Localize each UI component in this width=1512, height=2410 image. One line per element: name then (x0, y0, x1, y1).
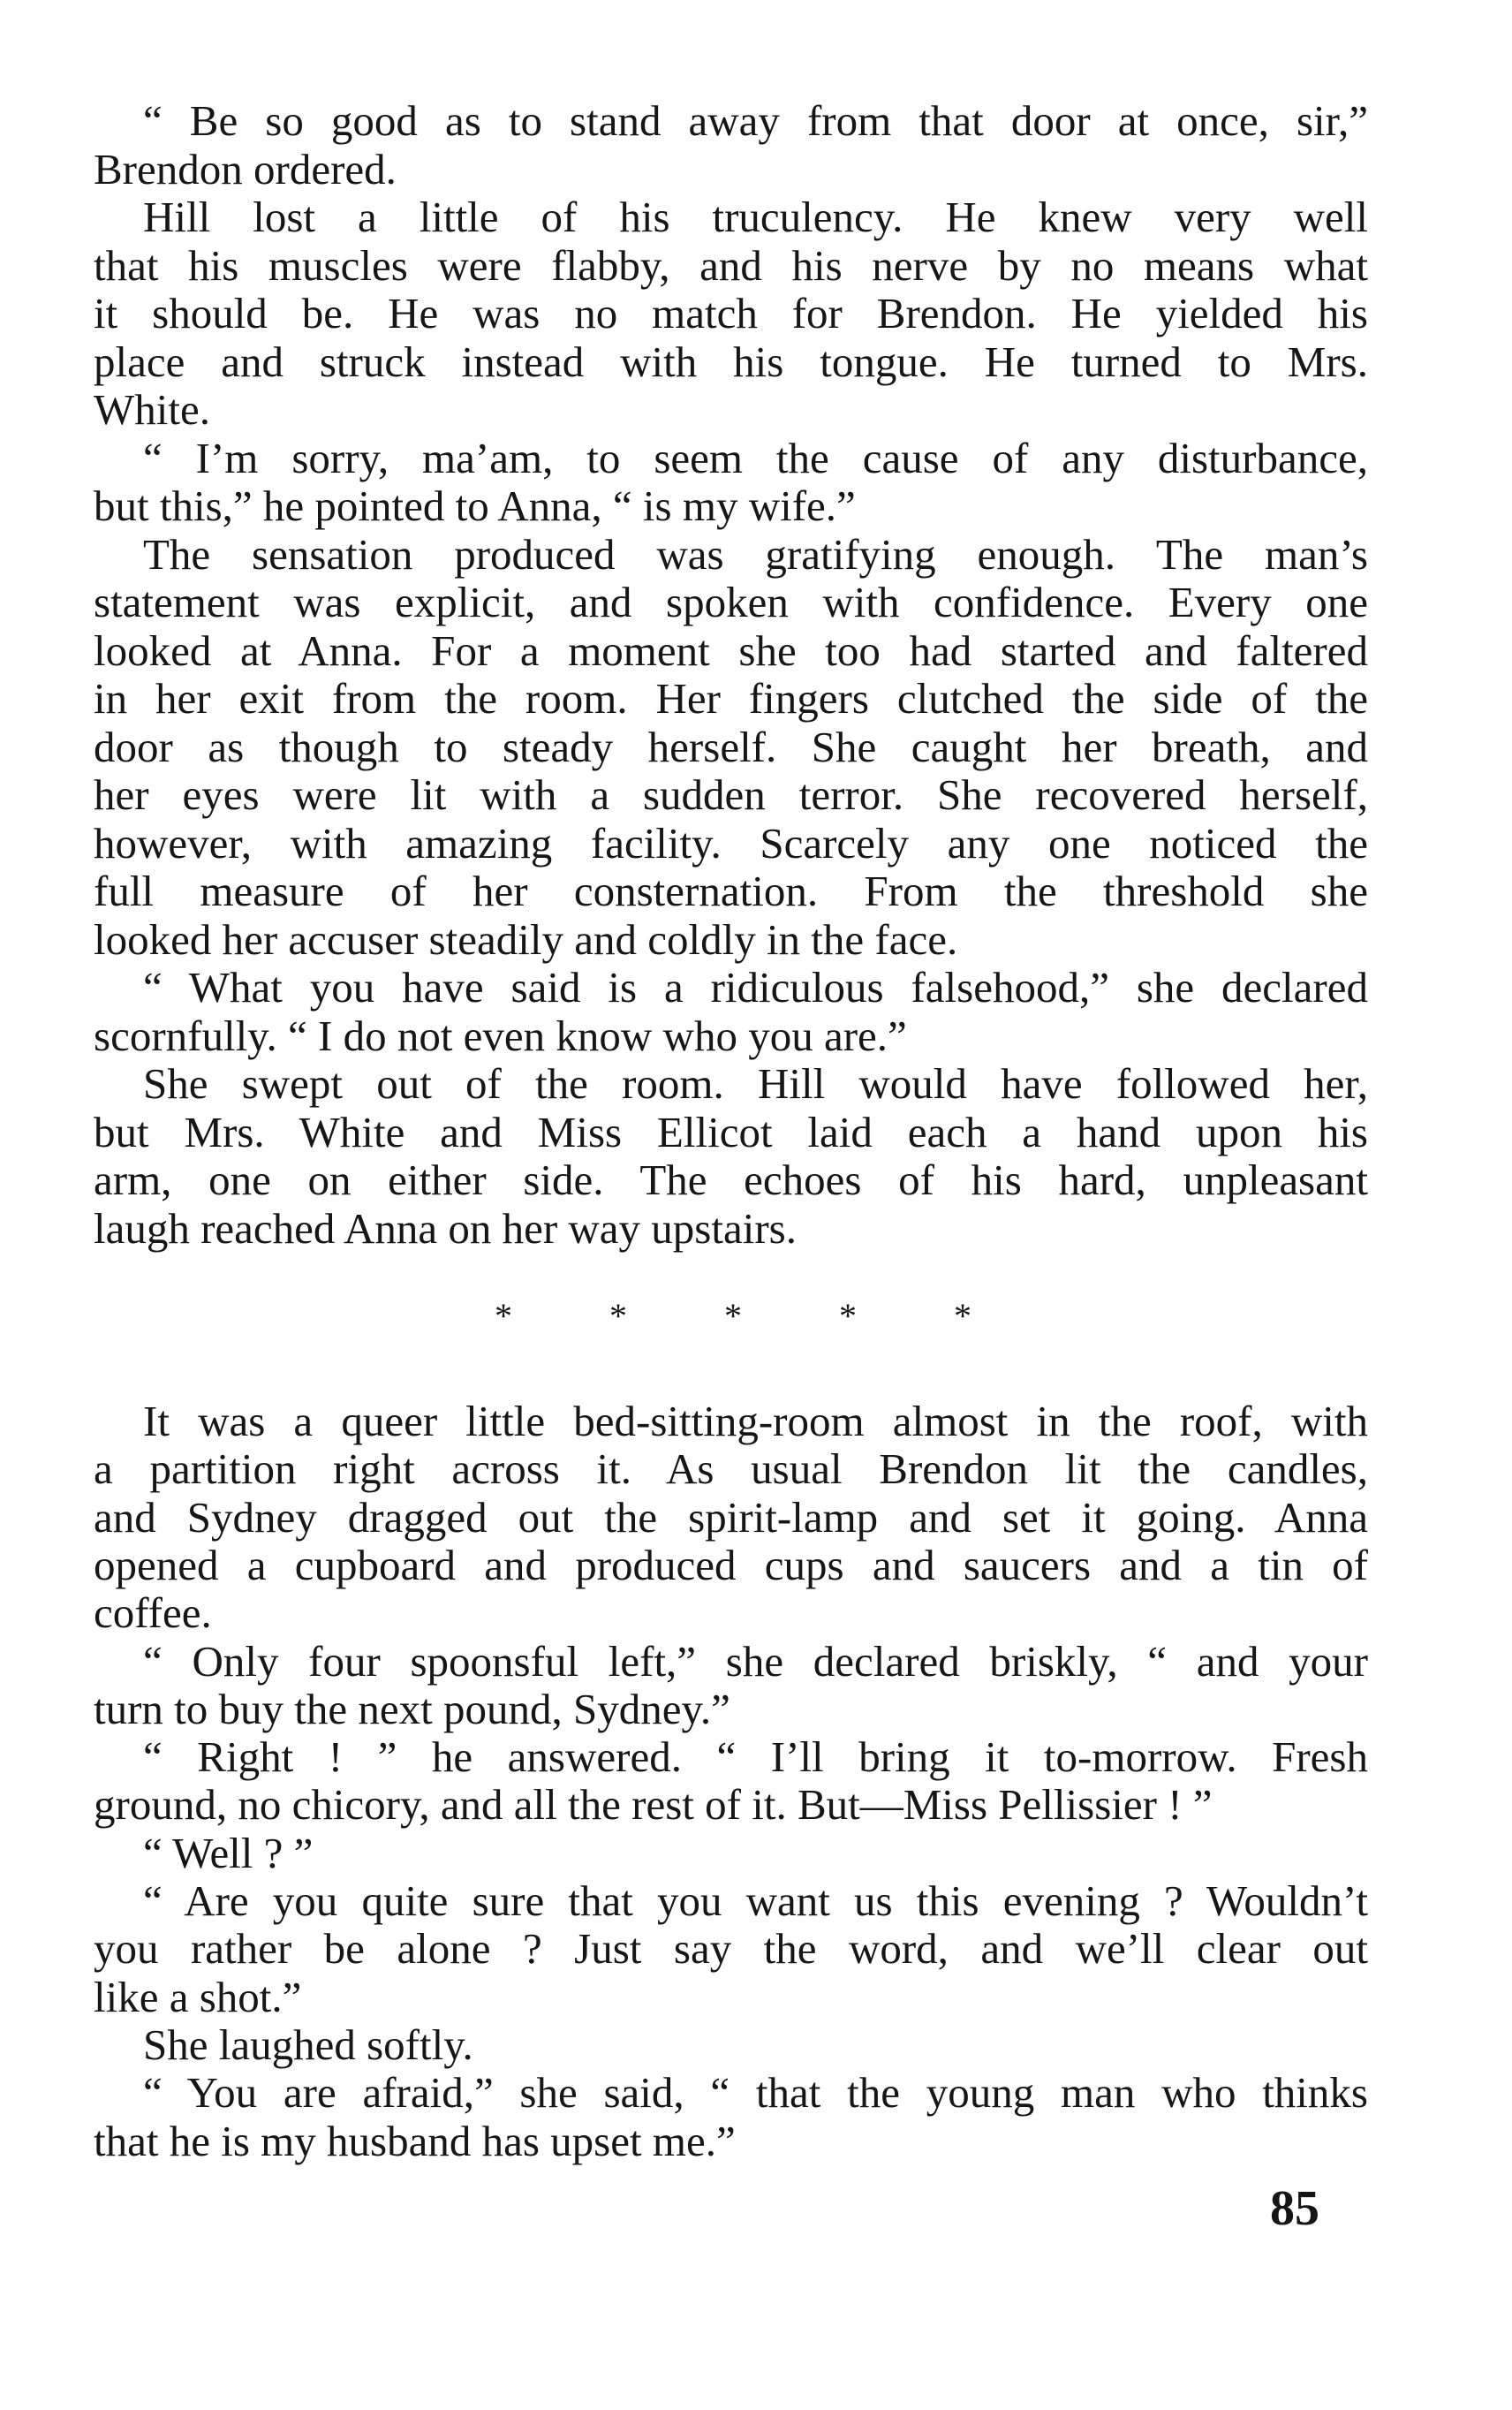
asterisk: * (724, 1296, 742, 1336)
asterisk: * (495, 1296, 512, 1336)
text-line: it should be. He was no match for Brendon. He yielded his (94, 289, 1368, 337)
text-line: that he is my husband has upset me.” (94, 2116, 736, 2165)
text-line: her eyes were lit with a sudden terror. She recovered herself, (94, 770, 1368, 819)
text-line: door as though to steady herself. She caught her breath, and (94, 722, 1368, 771)
text-line: “ Be so good as to stand away from that door at once, sir,” (143, 96, 1368, 145)
text-line: but Mrs. White and Miss Ellicot laid each a hand upon his (94, 1107, 1368, 1156)
text-line: and Sydney dragged out the spirit-lamp and set it going. Anna (94, 1492, 1368, 1542)
text-line: It was a queer little bed-sitting-room almost in the roof, with (143, 1397, 1368, 1445)
text-line: “ I’m sorry, ma’am, to seem the cause of any disturbance, (143, 433, 1368, 482)
asterisk: * (839, 1296, 857, 1336)
text-line: “ Are you quite sure that you want us this evening ? Wouldn’t (143, 1876, 1368, 1925)
text-line: like a shot.” (94, 1972, 302, 2021)
asterisk: * (609, 1296, 627, 1336)
text-line: “ What you have said is a ridiculous falsehood,” she declared (143, 963, 1368, 1012)
text-line: ground, no chicory, and all the rest of it. But—Miss Pellissier ! ” (94, 1780, 1213, 1830)
text-line: place and struck instead with his tongue. He turned to Mrs. (94, 337, 1368, 386)
asterisk: * (954, 1296, 971, 1336)
text-line: turn to buy the next pound, Sydney.” (94, 1684, 730, 1733)
text-line: “ You are afraid,” she said, “ that the young man who thinks (143, 2068, 1368, 2118)
text-line: laugh reached Anna on her way upstairs. (94, 1203, 797, 1253)
text-line: The sensation produced was gratifying enough. The man’s (143, 529, 1368, 579)
text-line: coffee. (94, 1588, 212, 1638)
text-line: a partition right across it. As usual Brendon lit the candles, (94, 1444, 1368, 1494)
text-line: She laughed softly. (143, 2020, 473, 2069)
text-line: you rather be alone ? Just say the word, and we’ll clear out (94, 1924, 1368, 1974)
page-number: 85 (1270, 2181, 1319, 2236)
text-line: looked her accuser steadily and coldly in the face. (94, 914, 958, 964)
text-line: full measure of her consternation. From the threshold she (94, 867, 1368, 915)
text-line: in her exit from the room. Her fingers clutched the side of the (94, 674, 1368, 723)
text-line: She swept out of the room. Hill would have followed her, (143, 1059, 1368, 1108)
text-line: opened a cupboard and produced cups and saucers and a tin of (94, 1540, 1368, 1589)
text-line: arm, one on either side. The echoes of his hard, unpleasant (94, 1156, 1368, 1204)
text-line: statement was explicit, and spoken with confidence. Every one (94, 578, 1368, 626)
text-line: however, with amazing facility. Scarcely any one noticed the (94, 818, 1368, 868)
text-line: Brendon ordered. (94, 144, 397, 193)
text-line: White. (94, 385, 210, 434)
text-line: Hill lost a little of his truculency. He knew very well (143, 193, 1368, 241)
text-line: “ Only four spoonsful left,” she declared briskly, “ and your (143, 1636, 1368, 1686)
text-line: but this,” he pointed to Anna, “ is my wife.” (94, 481, 856, 530)
section-break (495, 1292, 971, 1340)
text-line: “ Right ! ” he answered. “ I’ll bring it to-morrow. Fresh (143, 1732, 1368, 1782)
text-line: looked at Anna. For a moment she too had started and faltered (94, 625, 1368, 675)
text-line: “ Well ? ” (143, 1828, 314, 1877)
text-line: that his muscles were flabby, and his nerve by no means what (94, 240, 1368, 290)
text-line: scornfully. “ I do not even know who you are.” (94, 1011, 907, 1060)
